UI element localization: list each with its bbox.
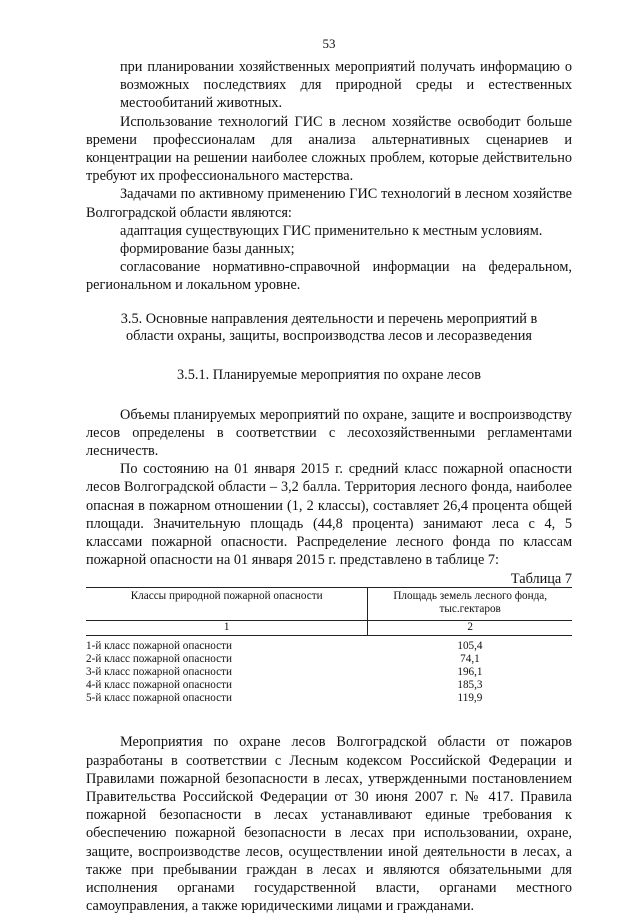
table-row	[86, 653, 572, 666]
table-col-number-2: 2	[368, 621, 572, 636]
table-cell-area: 196,1	[457, 666, 483, 679]
table-cell-area: 74,1	[460, 653, 480, 666]
table-cell-area: 119,9	[457, 692, 483, 705]
paragraph-gis-tasks: Задачами по активному применению ГИС технологий в лесном хозяйстве Волгоградской области являются:	[86, 186, 572, 221]
list-item-adaptation: адаптация существующих ГИС применительно к местным условиям.	[120, 222, 543, 239]
table-cell-class: 3-й класс пожарной опасности	[86, 666, 232, 679]
table-column-numbers	[86, 621, 572, 636]
paragraph-fire-status: По состоянию на 01 января 2015 г. средний класс пожарной опасности лесов Волгоградской области – 3,2 балла. Территория лесного фонда, наиболее опасная в пожарном отношении (1, 2 классы), составляет 26,4 процента общей площади. Значительную площадь (44,8 процента) занимают леса с 4, 5 классами пожарной опасности. Распределение лесного фонда по классам пожарной опасности на 01 января 2015 г. представлено в таблице 7:	[86, 461, 572, 569]
list-item-database: формирование базы данных;	[120, 241, 295, 258]
table-row	[86, 666, 572, 679]
list-item-coordination: согласование нормативно-справочной информации на федеральном, региональном и локальном уровне.	[86, 259, 572, 294]
paragraph-gis-continuation: при планировании хозяйственных мероприятий получать информацию о возможных последствиях для природной среды и естественных местообитаний животных.	[120, 59, 572, 112]
paragraph-gis-time: Использование технологий ГИС в лесном хозяйстве освободит больше времени профессионалам для анализа альтернативных сценариев и концентрации на решении наиболее сложных проблем, которые действительно требуют их профессионального мастерства.	[86, 113, 572, 185]
table-cell-area: 105,4	[457, 640, 483, 653]
subsection-heading: 3.5.1. Планируемые мероприятия по охране лесов	[177, 366, 481, 383]
table-header-classes: Классы природной пожарной опасности	[86, 588, 368, 621]
paragraph-volumes: Объемы планируемых мероприятий по охране, защите и воспроизводству лесов определены в соответствии с лесохозяйственными регламентами лесничеств.	[86, 406, 572, 460]
section-heading: 3.5. Основные направления деятельности и перечень мероприятий в области охраны, защиты, воспроизводства лесов и лесоразведения	[120, 310, 538, 344]
table-cell-area: 185,3	[457, 679, 483, 692]
paragraph-fire-rules: Мероприятия по охране лесов Волгоградской области от пожаров разработаны в соответствии с Лесным кодексом Российской Федерации и Правилами пожарной безопасности в лесах, утвержденными постановлением Правительства Российской Федерации от 30 июня 2007 г. № 417. Правила пожарной безопасности в лесах устанавливают единые требования к обеспечению пожарной безопасности в лесах при использовании, охране, защите, воспроизводстве лесов, осуществлении иной деятельности в лесах, а также при пребывании граждан в лесах и являются обязательными для исполнения органами государственной власти, органами местного самоуправления, а также юридическими лицами и гражданами.	[86, 734, 572, 915]
table-header-area: Площадь земель лесного фонда, тыс.гектаров	[368, 588, 572, 621]
table-cell-class: 5-й класс пожарной опасности	[86, 692, 232, 705]
table-cell-class: 4-й класс пожарной опасности	[86, 679, 232, 692]
table-row	[86, 636, 572, 654]
table-cell-class: 1-й класс пожарной опасности	[86, 640, 232, 653]
table-row	[86, 692, 572, 705]
table-header-row	[86, 588, 572, 621]
document-page	[86, 36, 572, 916]
fire-class-table	[86, 587, 572, 705]
table-caption: Таблица 7	[510, 571, 572, 588]
table-cell-class: 2-й класс пожарной опасности	[86, 653, 232, 666]
page-number: 53	[322, 36, 336, 51]
table-col-number-1: 1	[86, 621, 368, 636]
table-row	[86, 679, 572, 692]
